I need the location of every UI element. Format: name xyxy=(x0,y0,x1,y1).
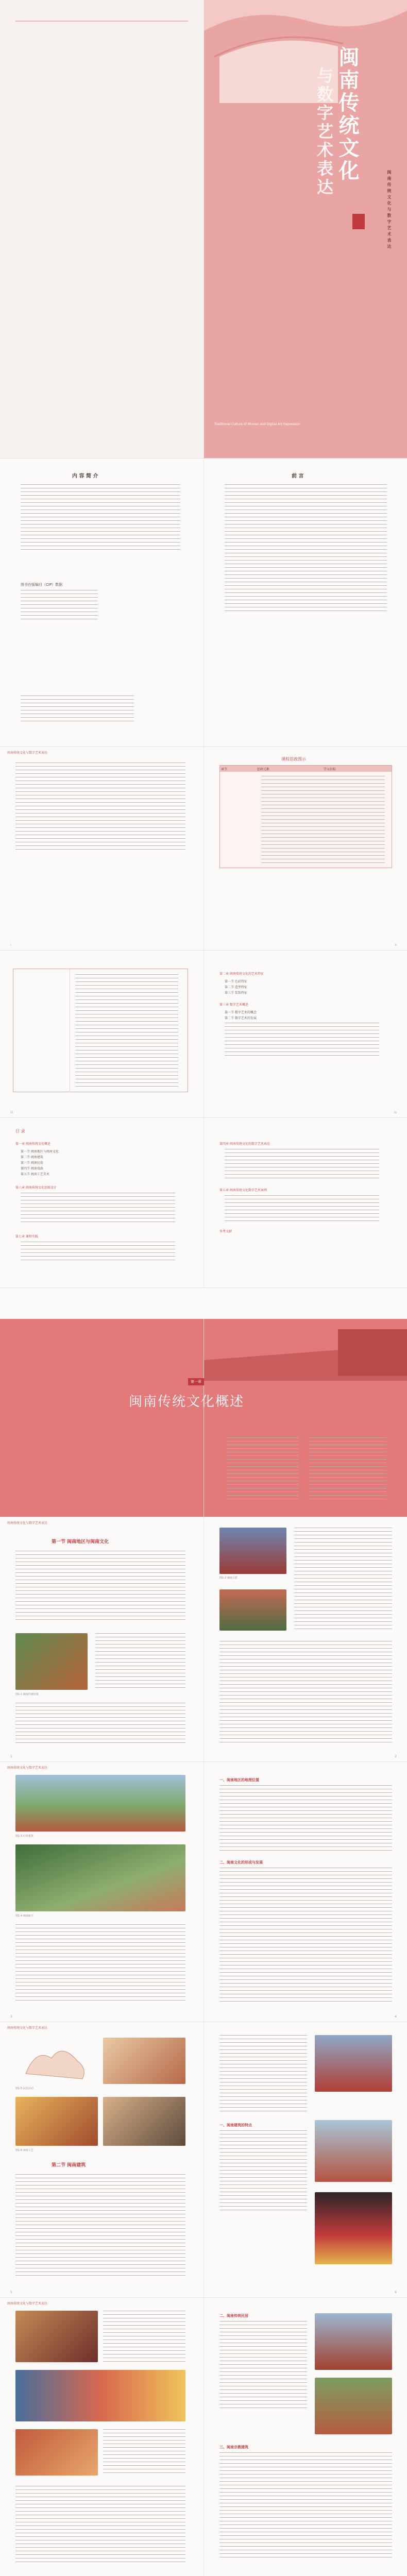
subsection-heading: 二、闽南传统民居 xyxy=(219,2313,248,2318)
page-right xyxy=(204,1762,407,2022)
courseware-table xyxy=(219,765,392,868)
book-subtitle: 与数字艺术表达 xyxy=(314,67,334,197)
figure-caption: 图1-6 闽南工艺 xyxy=(15,2149,33,2152)
col-element: 思政元素 xyxy=(257,768,269,771)
preface-spread xyxy=(0,459,407,747)
toc-refs[interactable]: 参考文献 xyxy=(219,1230,232,1233)
toc-chapter-1[interactable]: 第一章 闽南传统文化概述 xyxy=(15,1142,50,1146)
toc-leaders xyxy=(21,1193,175,1224)
seal-mark xyxy=(352,214,365,229)
toc-chapter-6[interactable]: 第六章 闽南传统文化创新设计 xyxy=(15,1186,57,1190)
cover-front xyxy=(204,0,407,458)
chapter-intro xyxy=(309,1437,386,1499)
chapter1-spread-3 xyxy=(0,2022,407,2298)
page-number: ii xyxy=(395,943,397,947)
toc-spread-2 xyxy=(0,1118,407,1288)
foreword-heading: 前 言 xyxy=(292,473,304,479)
preface-right xyxy=(204,459,407,747)
toc-item[interactable]: 第四节 闽南戏曲 xyxy=(21,1167,43,1171)
toc-leaders xyxy=(225,1023,379,1059)
subsection-heading: 二、闽南文化的形成与发展 xyxy=(219,1860,263,1865)
toc-chapter-3[interactable]: 第三章 数字艺术概述 xyxy=(219,1003,248,1007)
page-left xyxy=(0,2298,204,2576)
toc-chapter-4[interactable]: 第四章 闽南传统文化的数字艺术表达 xyxy=(219,1142,270,1146)
toc-chapter-7[interactable]: 第七章 课程实践 xyxy=(15,1235,38,1239)
preface-left xyxy=(0,459,204,747)
body-text xyxy=(219,1868,392,2002)
subsection-heading: 三、闽南宗教建筑 xyxy=(219,2445,248,2449)
photo-craft xyxy=(103,2038,185,2084)
toc-item[interactable]: 第二节 造型特征 xyxy=(225,986,247,989)
toc2-right xyxy=(204,1118,407,1287)
toc-item[interactable]: 第一节 闽南地区与闽南文化 xyxy=(21,1150,59,1154)
toc-item[interactable]: 第二节 数字艺术的发展 xyxy=(225,1016,257,1020)
photo-roof xyxy=(315,2035,392,2092)
photo-festival xyxy=(15,2370,185,2421)
toc-leaders xyxy=(225,1149,379,1180)
chapter1-spread-2 xyxy=(0,1762,407,2022)
body-text xyxy=(219,2452,392,2561)
chapter-intro xyxy=(227,1437,299,1499)
spine-text: 闽南传统文化与数字艺术表达 xyxy=(387,170,392,250)
figure-caption: 图1-1 闽南传统村落 xyxy=(15,1693,39,1696)
col-goal: 学习目标 xyxy=(323,768,336,771)
running-head: 闽南传统文化与数字艺术表达 xyxy=(7,2302,48,2306)
chapter-opener-left xyxy=(0,1319,204,1517)
body-text xyxy=(103,2429,185,2476)
toc-item[interactable]: 第五节 闽南工艺美术 xyxy=(21,1173,49,1176)
preface-heading: 内 容 简 介 xyxy=(72,473,98,479)
courseware-left xyxy=(0,747,204,950)
table-body xyxy=(261,776,385,863)
toc-table-lines xyxy=(75,974,178,1088)
toc-heading: 目 录 xyxy=(15,1129,25,1133)
toc-leaders xyxy=(225,1195,379,1221)
toc-chapter-5[interactable]: 第五章 闽南传统文化数字艺术案例 xyxy=(219,1189,267,1192)
page-number: 1 xyxy=(10,1755,12,1758)
page-number: 2 xyxy=(395,1755,397,1758)
section-heading: 第一节 闽南地区与闽南文化 xyxy=(52,1539,109,1545)
photo-aerial xyxy=(15,1844,185,1911)
toc-right xyxy=(204,951,407,1117)
page-number: i xyxy=(10,943,11,947)
body-text xyxy=(294,1528,392,1631)
courseware-heading: 课程思政图示 xyxy=(281,757,306,761)
body-text xyxy=(15,1703,185,1744)
figure-caption: 图1-4 闽南庙宇 xyxy=(15,1914,33,1918)
photo-food xyxy=(15,2097,98,2146)
figure-caption: 图1-5 民俗活动 xyxy=(15,2087,33,2090)
toc-item[interactable]: 第一节 数字艺术的概念 xyxy=(225,1011,257,1014)
page-right xyxy=(204,2298,407,2576)
chapter1-spread-1 xyxy=(0,1517,407,1762)
page-number: iii xyxy=(10,1111,13,1114)
chapter1-spread-4 xyxy=(0,2298,407,2576)
toc2-left xyxy=(0,1118,204,1287)
photo-house xyxy=(315,2120,392,2182)
table-header xyxy=(220,766,392,772)
page-left xyxy=(0,2022,204,2297)
photo-lantern xyxy=(315,2192,392,2264)
toc-item[interactable]: 第三节 闽南民俗 xyxy=(21,1161,43,1165)
temple-illustration xyxy=(204,1319,407,1381)
section-heading: 第二节 闽南建筑 xyxy=(52,2163,86,2168)
body-text xyxy=(219,1641,392,1744)
page-number: 3 xyxy=(10,2015,12,2019)
page-number: 5 xyxy=(10,2291,12,2294)
body-text xyxy=(15,1551,185,1623)
body-text xyxy=(15,2486,185,2563)
photo-village xyxy=(15,1633,88,1690)
foreword-text xyxy=(225,484,387,613)
photo-market xyxy=(103,2097,185,2146)
body-text xyxy=(15,1924,185,2002)
photo-building xyxy=(219,1589,286,1631)
courseware-right xyxy=(204,747,407,950)
running-head: 闽南传统文化与数字艺术表达 xyxy=(7,2026,48,2030)
page-left xyxy=(0,1517,204,1761)
body-text xyxy=(219,2035,307,2112)
subsection-heading: 一、闽南建筑的特点 xyxy=(219,2123,252,2127)
cip-text xyxy=(21,590,98,621)
running-head: 闽南传统文化与数字艺术表达 xyxy=(7,1766,48,1770)
cip-label: 图书在版编目（CIP）数据 xyxy=(21,583,63,587)
toc-item[interactable]: 第三节 装饰特征 xyxy=(225,991,247,995)
running-head: 闽南传统文化与数字艺术表达 xyxy=(7,751,48,755)
cover-spread xyxy=(0,0,407,459)
col-chapter: 章节 xyxy=(221,768,228,771)
toc-chapter-2[interactable]: 第二章 闽南传统文化的艺术特征 xyxy=(219,972,264,976)
photo-courtyard xyxy=(315,2378,392,2434)
chapter-opener xyxy=(0,1288,407,1517)
book-title: 闽南传统文化 xyxy=(335,46,360,182)
photo-residence xyxy=(315,2313,392,2370)
photo-temple xyxy=(219,1528,286,1574)
page-right xyxy=(204,2022,407,2297)
page-left xyxy=(0,1762,204,2022)
body-text xyxy=(219,2130,307,2213)
body-text xyxy=(219,2321,307,2409)
hand-illustration xyxy=(15,2038,98,2084)
preface-text xyxy=(21,484,180,551)
toc-spread xyxy=(0,951,407,1118)
figure-caption: 图1-2 闽南古厝 xyxy=(219,1577,238,1580)
figure-caption: 图1-3 红砖建筑 xyxy=(15,1835,33,1838)
page-right xyxy=(204,1517,407,1761)
photo-opera xyxy=(15,2311,98,2362)
courseware-spread xyxy=(0,747,407,951)
toc-item[interactable]: 第一节 色彩特征 xyxy=(225,980,247,984)
intro-text xyxy=(15,762,185,850)
cover-caption: Traditional Culture of Minnan and Digital Art Expression xyxy=(214,422,300,426)
page-number: 6 xyxy=(395,2291,397,2294)
divider xyxy=(15,21,188,22)
chapter-opener-top xyxy=(0,1288,204,1319)
page-number: 4 xyxy=(395,2015,397,2019)
toc-left xyxy=(0,951,204,1117)
body-text xyxy=(219,1785,392,1852)
publishing-info xyxy=(21,696,134,721)
photo-landscape xyxy=(15,1775,185,1832)
page-number: iv xyxy=(394,1111,397,1114)
subsection-heading: 一、闽南地区的地理位置 xyxy=(219,1777,259,1782)
chapter-title: 闽南传统文化概述 xyxy=(129,1394,245,1410)
toc-item[interactable]: 第二节 闽南建筑 xyxy=(21,1156,43,1159)
cover-back xyxy=(0,0,204,458)
body-text xyxy=(103,2311,185,2362)
photo-street xyxy=(15,2429,98,2476)
chapter-label: 第一章 xyxy=(188,1378,204,1385)
toc-table xyxy=(13,969,188,1092)
roof-illustration xyxy=(204,0,407,103)
body-text xyxy=(15,2174,185,2277)
body-text xyxy=(95,1633,185,1690)
running-head: 闽南传统文化与数字艺术表达 xyxy=(7,1521,48,1525)
toc-leaders xyxy=(21,1242,175,1262)
